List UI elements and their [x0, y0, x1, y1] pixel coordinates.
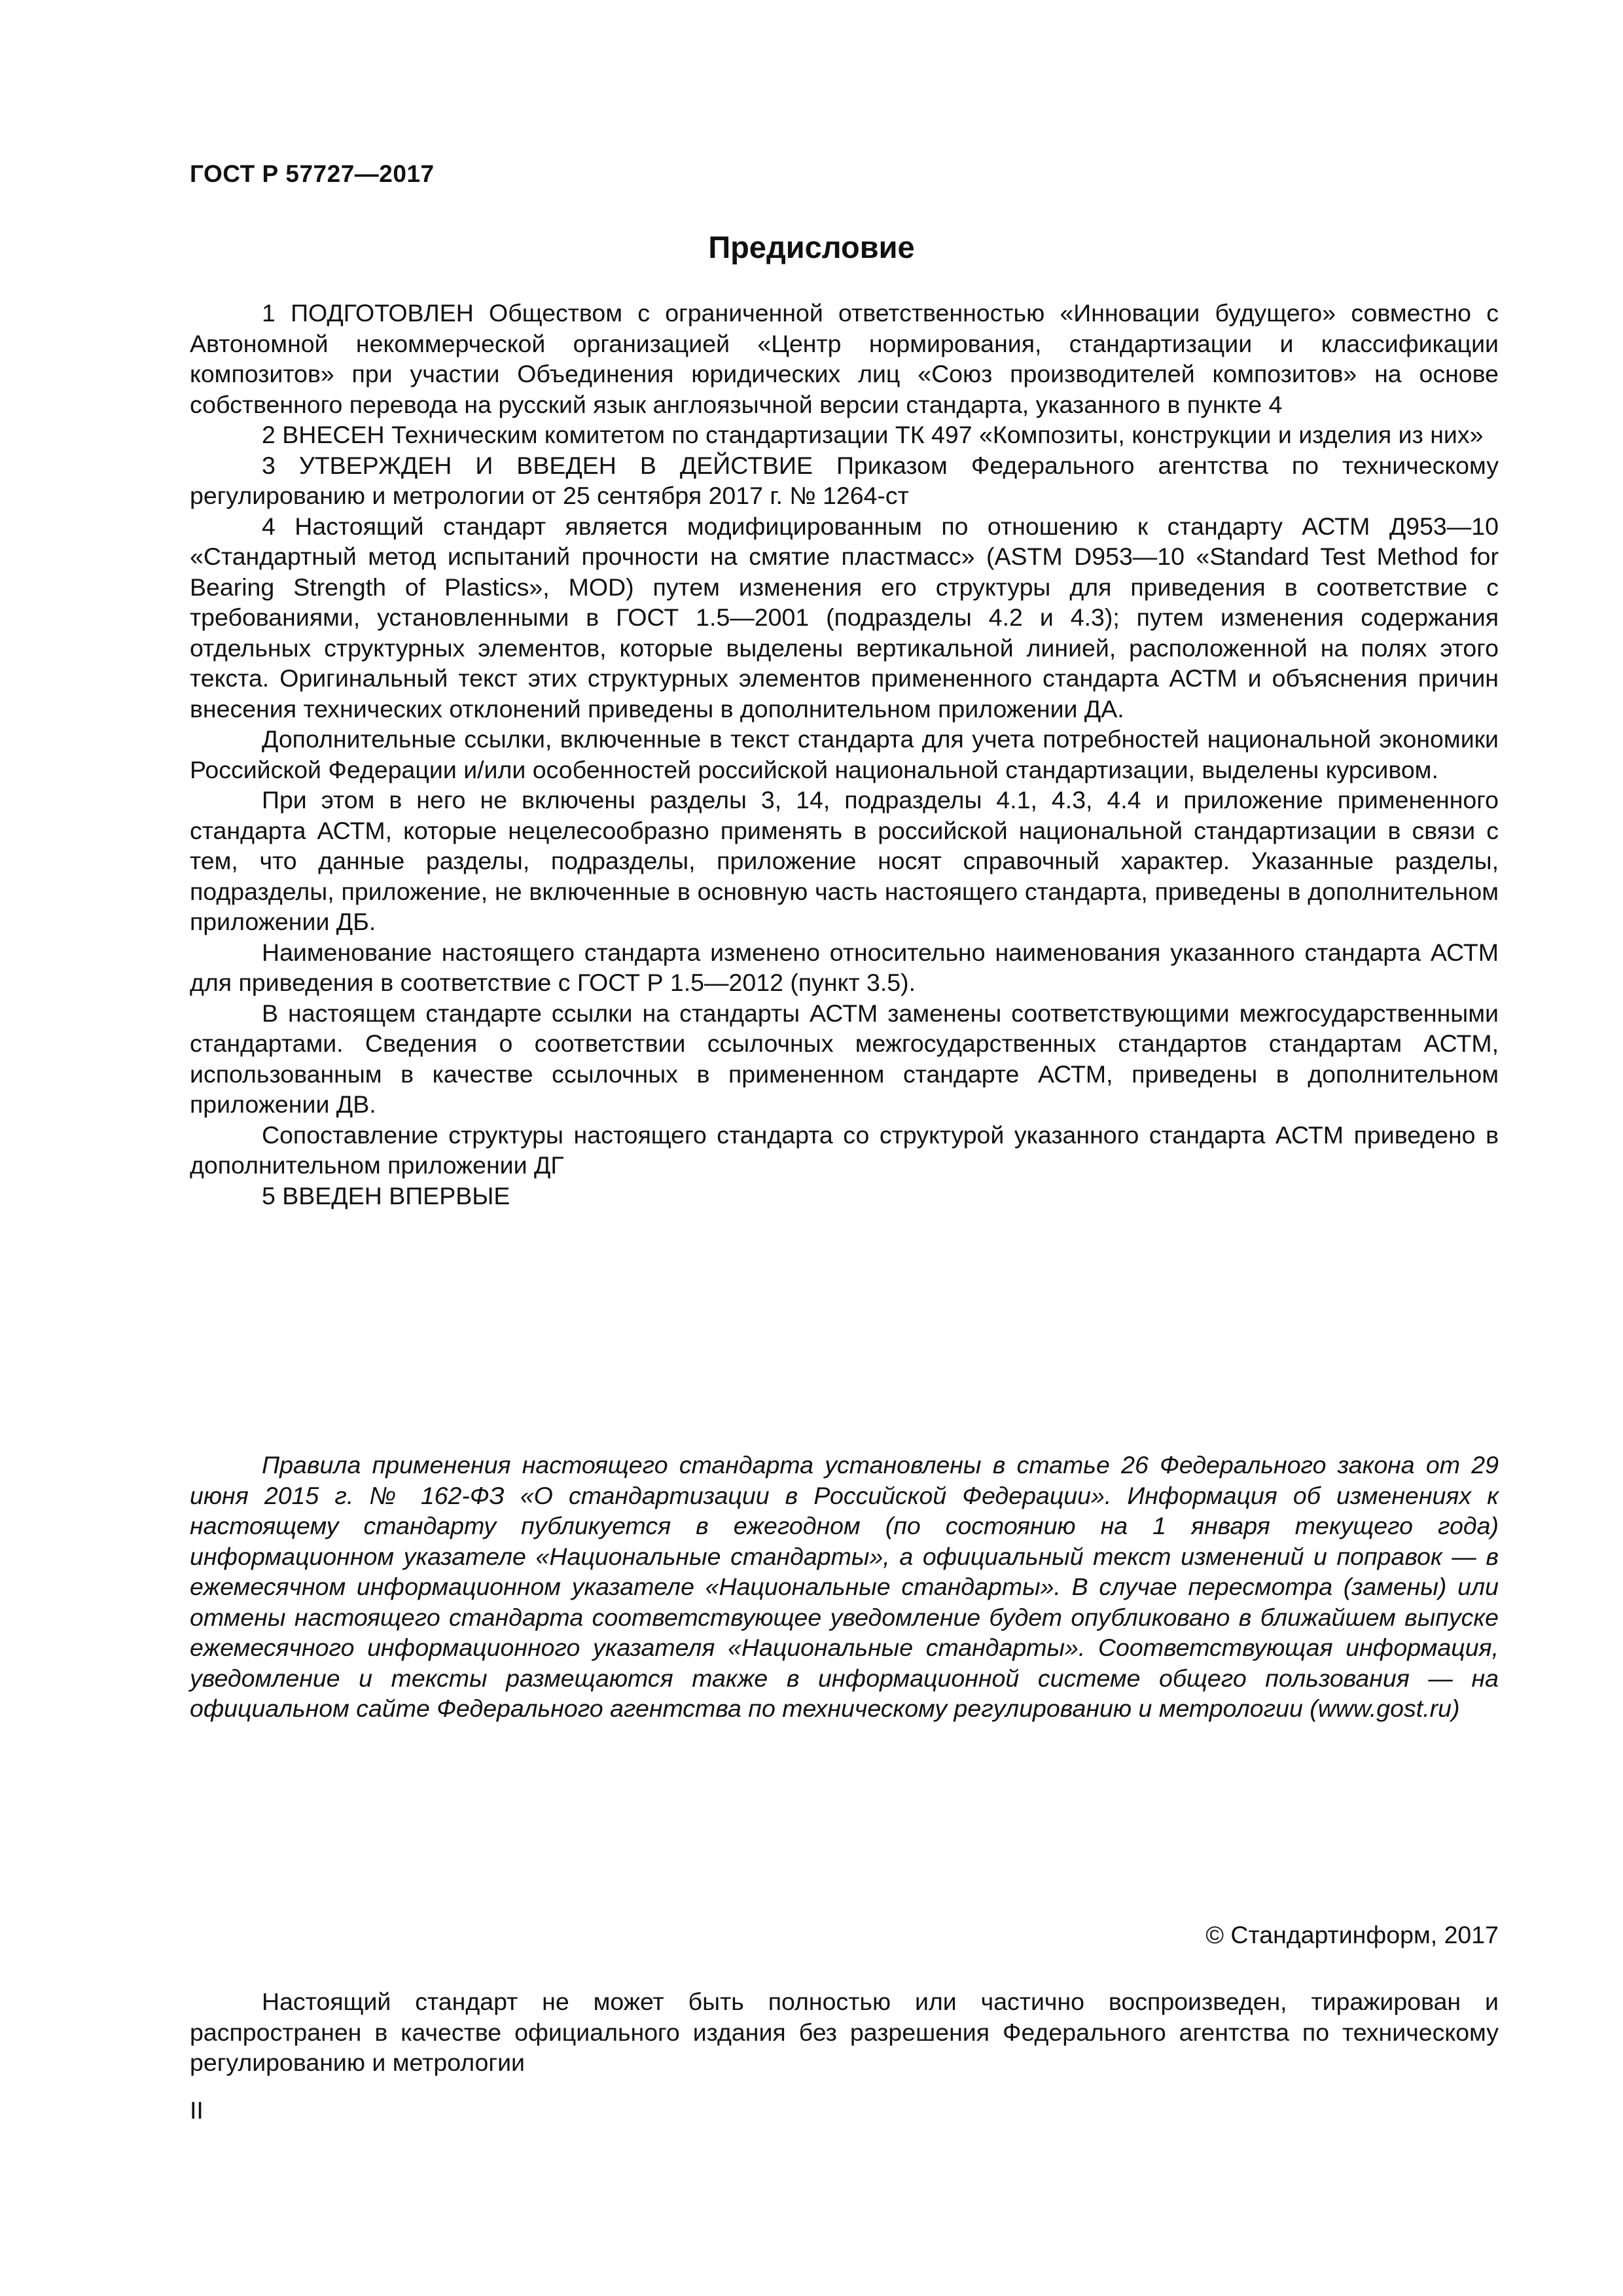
document-code: ГОСТ Р 57727—2017: [190, 160, 435, 187]
copyright-line: © Стандартинформ, 2017: [1205, 1921, 1499, 1948]
paragraph-title-change: Наименование настоящего стандарта изменено относительно наименования указанного стандарта АСТМ для приведения в соответствие с ГОСТ Р 1.5—2012 (пункт 3.5).: [190, 938, 1499, 996]
reproduction-text: Настоящий стандарт не может быть полностью или частично воспроизведен, тиражирован и распространен в качестве официального издания без разрешения Федерального агентства по техническому регулированию и метрологии: [190, 1988, 1499, 2076]
application-rules-notice: [190, 1450, 1499, 1724]
paragraph-additional-references: Дополнительные ссылки, включенные в текст стандарта для учета потребностей национальной экономики Российской Федерации и/или особенностей российской национальной стандартизации, выделены курсивом.: [190, 725, 1499, 783]
paragraph-reference-replacement: В настоящем стандарте ссылки на стандарты АСТМ заменены соответствующими межгосударственными стандартами. Сведения о соответствии ссылочных межгосударственных стандартов стандартам АСТМ, использованным в качестве ссылочных в примененном стандарте АСТМ, приведены в дополнительном приложении ДВ.: [190, 999, 1499, 1118]
paragraph-prepared-by: 1 ПОДГОТОВЛЕН Обществом с ограниченной ответственностью «Инновации будущего» совместно с Автономной некоммерческой организацией «Центр нормирования, стандартизации и классификации композитов» при участии Объединения юридических лиц «Союз производителей композитов» на основе собственного перевода на русский язык англоязычной версии стандарта, указанного в пункте 4: [190, 299, 1499, 418]
paragraph-approved: 3 УТВЕРЖДЕН И ВВЕДЕН В ДЕЙСТВИЕ Приказом Федерального агентства по техническому регулированию и метрологии от 25 сентября 2017 г. № 1264-ст: [190, 451, 1499, 509]
paragraph-modification: 4 Настоящий стандарт является модифицированным по отношению к стандарту АСТМ Д953—10 «Стандартный метод испытаний прочности на смятие пластмасс» (ASTM D953—10 «Standard Test Method for Bearing Strength of Plastics», MOD) путем изменения его структуры для приведения в соответствие с требованиями, установленными в ГОСТ 1.5—2001 (подразделы 4.2 и 4.3); путем изменения содержания отдельных структурных элементов, которые выделены вертикальной линией, расположенной на полях этого текста. Оригинальный текст этих структурных элементов примененного стандарта АСТМ и объяснения причин внесения технических отклонений приведены в дополнительном приложении ДА.: [190, 512, 1499, 723]
paragraph-excluded-sections: При этом в него не включены разделы 3, 14, подразделы 4.1, 4.3, 4.4 и приложение примененного стандарта АСТМ, которые нецелесообразно применять в российской национальной стандартизации в связи с тем, что данные разделы, подразделы, приложение носят справочный характер. Указанные разделы, подразделы, приложение, не включенные в основную часть настоящего стандарта, приведены в дополнительном приложении ДБ.: [190, 786, 1499, 935]
page-number: II: [190, 2096, 204, 2124]
paragraph-introduced-by: 2 ВНЕСЕН Техническим комитетом по стандартизации ТК 497 «Композиты, конструкции и изделия из них»: [262, 421, 1484, 448]
paragraph-structure-comparison: Сопоставление структуры настоящего стандарта со структурой указанного стандарта АСТМ приведено в дополнительном приложении ДГ: [190, 1121, 1499, 1179]
preface-heading: Предисловие: [708, 230, 915, 264]
preface-body: [190, 298, 1499, 1211]
notice-text: Правила применения настоящего стандарта установлены в статье 26 Федерального закона от 29 июня 2015 г. № 162-ФЗ «О стандартизации в Российской Федерации». Информация об изменениях к настоящему стандарту публикуется в ежегодном (по состоянию на 1 января текущего года) информационном указателе «Национальные стандарты», а официальный текст изменений и поправок — в ежемесячном информационном указателе «Национальные стандарты». В случае пересмотра (замены) или отмены настоящего стандарта соответствующее уведомление будет опубликовано в ближайшем выпуске ежемесячного информационного указателя «Национальные стандарты». Соответствующая информация, уведомление и тексты размещаются также в информационной системе общего пользования — на официальном сайте Федерального агентства по техническому регулированию и метрологии (www.gost.ru): [190, 1451, 1499, 1722]
paragraph-first-introduced: 5 ВВЕДЕН ВПЕРВЫЕ: [262, 1181, 510, 1210]
reproduction-notice: [190, 1986, 1499, 2078]
